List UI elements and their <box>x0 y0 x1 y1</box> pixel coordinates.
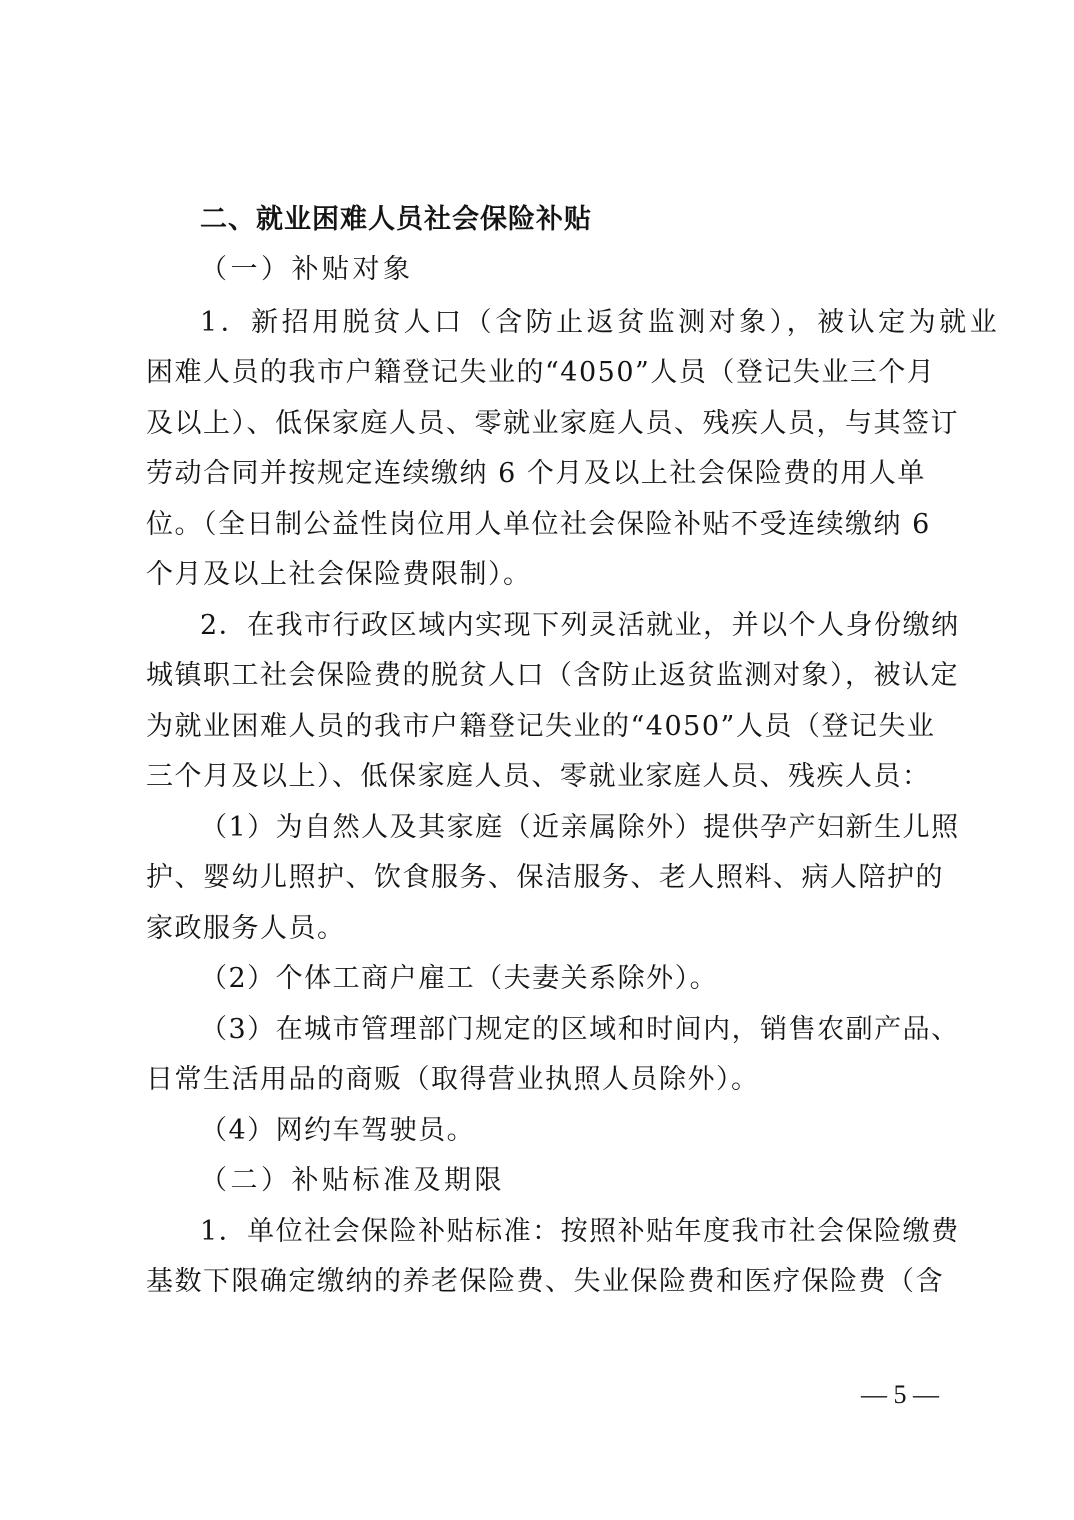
paragraph-line: 位。（全日制公益性岗位用人单位社会保险补贴不受连续缴纳 6 <box>146 509 931 540</box>
paragraph-line: 为就业困难人员的我市户籍登记失业的“4050”人员（登记失业 <box>146 711 936 742</box>
paragraph-line: 及以上）、低保家庭人员、零就业家庭人员、残疾人员，与其签订 <box>146 408 959 439</box>
section-heading: 二、就业困难人员社会保险补贴 <box>200 204 592 235</box>
list-item-line: （3）在城市管理部门规定的区域和时间内，销售农副产品、 <box>200 1014 960 1045</box>
list-item-line: 护、婴幼儿照护、饮食服务、保洁服务、老人照料、病人陪护的 <box>146 862 944 893</box>
list-item-line: 日常生活用品的商贩（取得营业执照人员除外）。 <box>146 1064 760 1095</box>
list-item-line: 家政服务人员。 <box>146 913 346 944</box>
subsection-heading-standard-period: （二）补贴标准及期限 <box>200 1165 505 1196</box>
paragraph-line: 1．新招用脱贫人口（含防止返贫监测对象），被认定为就业 <box>200 307 1001 338</box>
list-item-line: （2）个体工商户雇工（夫妻关系除外）。 <box>200 963 719 994</box>
list-item-line: （4）网约车驾驶员。 <box>200 1115 476 1146</box>
paragraph-line: 2．在我市行政区域内实现下列灵活就业，并以个人身份缴纳 <box>200 610 960 641</box>
paragraph-line: 1．单位社会保险补贴标准：按照补贴年度我市社会保险缴费 <box>200 1216 960 1247</box>
paragraph-line: 困难人员的我市户籍登记失业的“4050”人员（登记失业三个月 <box>146 357 936 388</box>
paragraph-line: 基数下限确定缴纳的养老保险费、失业保险费和医疗保险费（含 <box>146 1266 944 1297</box>
paragraph-line: 劳动合同并按规定连续缴纳 6 个月及以上社会保险费的用人单 <box>146 458 926 489</box>
page-number: — 5 — <box>861 1380 939 1409</box>
list-item-line: （1）为自然人及其家庭（近亲属除外）提供孕产妇新生儿照 <box>200 812 960 843</box>
paragraph-line: 个月及以上社会保险费限制）。 <box>146 559 532 590</box>
subsection-heading-subsidy-target: （一）补贴对象 <box>200 254 414 285</box>
paragraph-line: 城镇职工社会保险费的脱贫人口（含防止返贫监测对象），被认定 <box>146 660 959 691</box>
paragraph-line: 三个月及以上）、低保家庭人员、零就业家庭人员、残疾人员： <box>146 761 931 792</box>
